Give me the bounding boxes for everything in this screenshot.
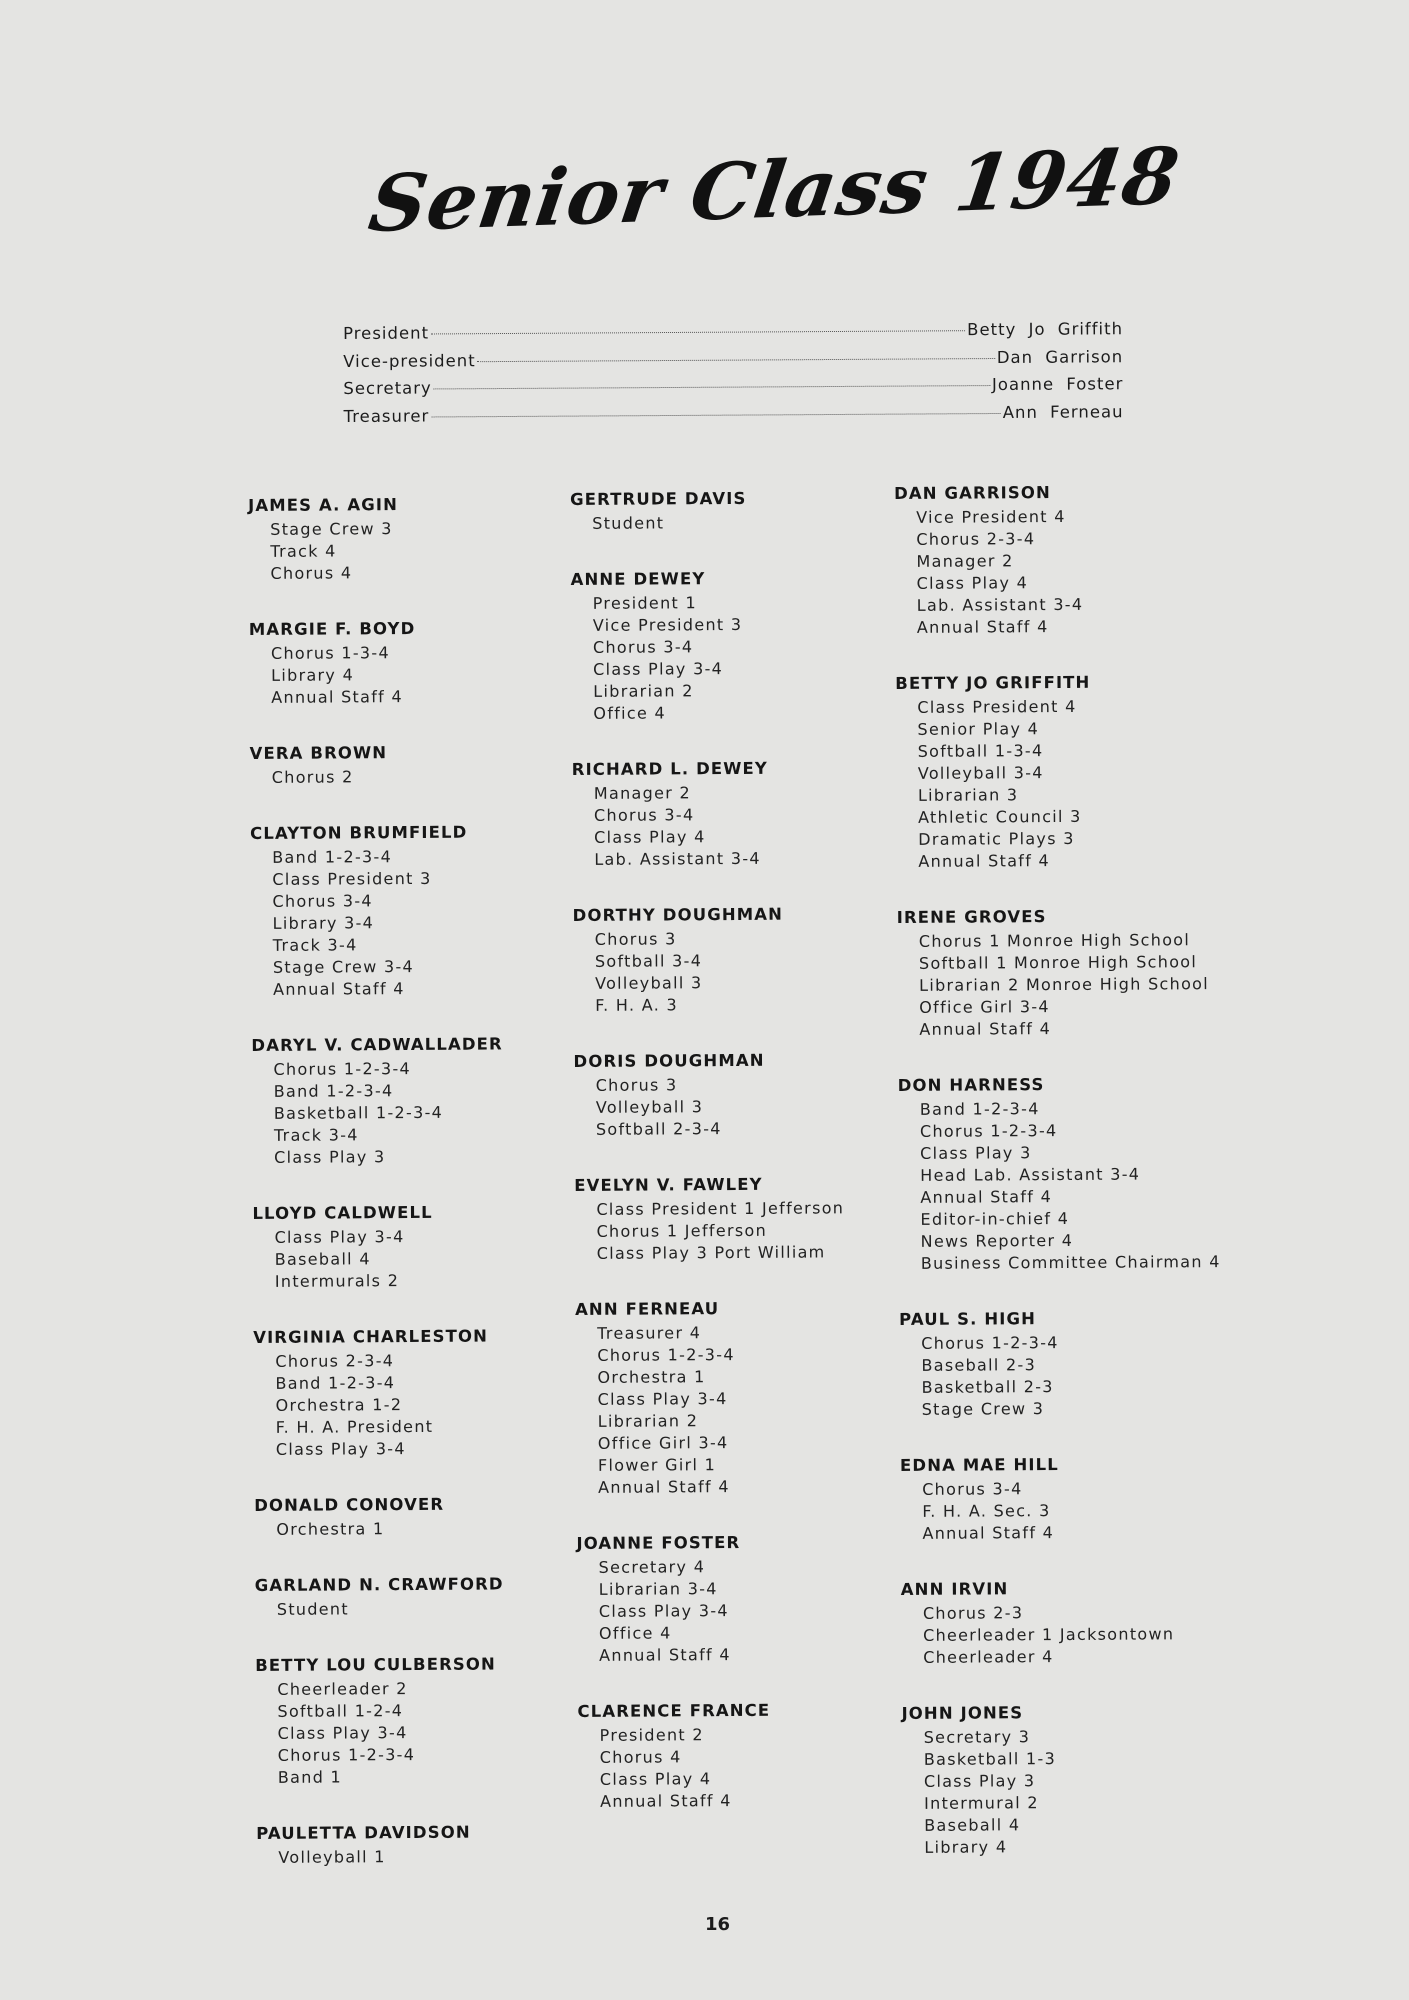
student-activity: Dramatic Plays 3 [918,828,1075,849]
student-entry [898,1070,1259,1275]
student-activity: Class Play 3-4 [274,1227,405,1247]
student-activity: Annual Staff 4 [599,1791,732,1811]
student-name: JAMES A. AGIN [248,495,399,515]
student-entry [570,484,930,535]
student-activity: Librarian 2 [597,1411,699,1431]
student-activity: Student [276,1599,349,1619]
student-activity: Class Play 3 Port William [596,1242,826,1263]
student-activity: Class President 4 [917,696,1077,717]
student-activity: Band 1-2-3-4 [919,1099,1040,1119]
student-activity: Stage Crew 3 [921,1399,1045,1419]
student-activity: Orchestra 1 [597,1367,706,1387]
student-name: MARGIE F. BOYD [248,618,416,639]
student-activity: Chorus 3-4 [922,1479,1023,1499]
student-activity: Chorus 1-2-3-4 [273,1059,412,1079]
student-name: EVELYN V. FAWLEY [574,1174,763,1195]
student-activity: Chorus 1 Monroe High School [918,930,1191,951]
student-activity: Chorus 1-2-3-4 [277,1745,416,1765]
student-column-3 [894,478,1263,1890]
student-activity: Office 4 [598,1623,672,1643]
student-activity: Band 1-2-3-4 [272,847,393,867]
student-activity: Annual Staff 4 [919,1019,1052,1039]
student-activity: Band 1 [277,1767,343,1787]
student-name: CLAYTON BRUMFIELD [250,822,468,843]
student-activity: Baseball 2-3 [921,1355,1037,1375]
student-activity: Band 1-2-3-4 [275,1373,396,1393]
student-activity: Vice President 3 [592,614,743,635]
student-entry [899,1304,1260,1421]
student-activity: Softball 1-3-4 [917,741,1044,761]
student-activity: Volleyball 3 [594,973,703,993]
student-name: JOHN JONES [901,1703,1024,1723]
student-activity: Secretary 4 [598,1557,706,1577]
student-activity: Manager 2 [593,783,692,803]
student-activity: Student [592,513,665,533]
student-activity: Librarian 3 [917,785,1019,805]
student-name: RICHARD L. DEWEY [571,758,768,779]
student-activity: Flower Girl 1 [597,1455,717,1475]
student-activity: Chorus 2 [271,767,354,787]
student-name: DONALD CONOVER [254,1494,445,1515]
student-name: DON HARNESS [897,1075,1045,1095]
leader-dots [478,358,995,362]
student-entry [570,564,931,725]
student-name: VERA BROWN [249,743,388,763]
student-activity: Chorus 1-2-3-4 [597,1345,735,1365]
student-activity: Class Play 3-4 [593,659,724,679]
student-name: DARYL V. CADWALLADER [251,1034,503,1055]
student-activity: Chorus 3-4 [592,637,694,657]
student-name: LLOYD CALDWELL [252,1202,433,1223]
student-entry [901,1574,1262,1669]
student-activity: Annual Staff 4 [271,687,403,707]
student-activity: Cheerleader 4 [923,1647,1054,1667]
student-activity: Volleyball 1 [278,1847,386,1867]
officer-name: Dan Garrison [996,346,1124,367]
student-activity: Annual Staff 4 [920,1187,1053,1207]
student-activity: Stage Crew 3-4 [272,956,415,977]
officer-role: President [343,323,430,343]
student-entry [901,1698,1262,1859]
student-activity: Chorus 4 [270,563,353,583]
student-activity: Annual Staff 4 [599,1645,731,1665]
student-activity: Chorus 3 [595,1075,678,1095]
student-activity: Editor-in-chief 4 [920,1208,1070,1229]
student-entry [900,1450,1261,1545]
student-activity: Basketball 1-2-3-4 [273,1102,444,1123]
student-activity: F. H. A. Sec. 3 [922,1501,1051,1521]
student-activity: Senior Play 4 [917,719,1040,739]
student-activity: Librarian 2 [593,681,694,701]
student-activity: Class Play 4 [916,573,1029,593]
student-entry [894,478,1255,639]
student-activity: F. H. A. President [275,1416,434,1437]
student-activity: Softball 1-2-4 [277,1701,404,1721]
student-activity: Track 3-4 [273,1125,359,1145]
student-activity: Librarian 2 Monroe High School [919,974,1210,995]
student-activity: Library 4 [924,1837,1008,1857]
student-activity: Chorus 3-4 [272,891,373,911]
student-activity: Class President 3 [272,868,432,889]
student-entry [573,1046,934,1141]
student-entry [255,1650,616,1789]
officer-role: Secretary [343,378,432,398]
student-entry [895,668,1256,873]
student-activity: Vice President 4 [916,506,1066,527]
student-entry [897,902,1258,1041]
student-entry [250,738,610,789]
student-activity: F. H. A. 3 [595,995,678,1015]
student-activity: Manager 2 [916,551,1014,571]
student-activity: Annual Staff 4 [918,851,1051,871]
student-name: CLARENCE FRANCE [577,1700,771,1721]
student-activity: Track 4 [270,541,337,561]
student-name: DORIS DOUGHMAN [573,1050,765,1071]
page-title: Senior Class 1948 [363,130,1185,250]
student-entry [574,1170,935,1265]
student-activity: Band 1-2-3-4 [273,1081,394,1101]
student-entry [572,754,933,871]
student-name: BETTY LOU CULBERSON [255,1654,496,1675]
student-column-1 [248,490,617,1900]
student-activity: Orchestra 1-2 [275,1395,403,1415]
student-activity: Annual Staff 4 [922,1523,1055,1543]
student-activity: Class Play 3 [923,1771,1036,1791]
student-activity: Chorus 3 [594,929,677,949]
student-entry [256,1818,616,1869]
student-activity: Chorus 4 [599,1747,682,1767]
leader-dots [431,412,1000,416]
student-activity: Intermural 2 [924,1793,1039,1813]
student-activity: Chorus 2-3-4 [916,529,1036,549]
student-entry [251,1030,612,1169]
student-activity: Library 3-4 [272,913,375,933]
student-activity: Cheerleader 2 [277,1679,408,1699]
page-number: 16 [705,1914,731,1935]
officer-role: Vice-president [343,350,476,371]
officer-row-treasurer [344,402,1124,434]
student-name: DORTHY DOUGHMAN [572,904,784,925]
student-activity: Annual Staff 4 [272,979,405,999]
student-activity: Class Play 3-4 [277,1723,408,1743]
leader-dots [431,330,965,334]
student-activity: Lab. Assistant 3-4 [916,594,1084,615]
student-activity: Class Play 3 [920,1143,1032,1163]
officer-name: Betty Jo Griffith [967,319,1124,340]
student-activity: Athletic Council 3 [918,806,1082,827]
student-name: BETTY JO GRIFFITH [895,672,1091,693]
student-activity: Library 4 [271,665,355,685]
student-activity: Office Girl 3-4 [919,997,1050,1017]
student-activity: Softball 2-3-4 [595,1119,722,1139]
student-activity: Head Lab. Assistant 3-4 [920,1164,1141,1185]
officer-name: Ann Ferneau [1002,401,1124,422]
student-name: ANNE DEWEY [570,569,706,589]
leader-dots [434,385,990,389]
student-entry [249,614,610,709]
student-activity: Chorus 1-3-4 [270,643,390,663]
student-name: GARLAND N. CRAWFORD [254,1574,504,1595]
student-activity: Stage Crew 3 [270,519,393,539]
student-name: ANN FERNEAU [574,1299,720,1319]
student-entry [577,1696,938,1813]
student-activity: Orchestra 1 [276,1519,385,1539]
student-activity: Intermurals 2 [274,1271,400,1291]
student-name: JOANNE FOSTER [576,1532,741,1553]
student-entry [575,1294,936,1499]
student-name: PAULETTA DAVIDSON [256,1822,471,1843]
student-activity: Volleyball 3 [595,1097,704,1117]
student-name: VIRGINIA CHARLESTON [253,1326,489,1347]
student-entry [248,490,609,585]
student-activity: Secretary 3 [923,1727,1031,1747]
student-activity: Business Committee Chairman 4 [920,1252,1221,1273]
student-activity: News Reporter 4 [920,1230,1074,1251]
student-name: EDNA MAE HILL [899,1455,1059,1475]
student-activity: Class Play 3-4 [275,1439,406,1459]
student-activity: Class President 1 Jefferson [596,1198,845,1219]
student-entry [573,900,934,1017]
student-activity: Track 3-4 [272,935,358,955]
student-activity: Chorus 2-3-4 [275,1351,395,1371]
student-activity: Annual Staff 4 [916,617,1049,637]
officer-name: Joanne Foster [991,374,1124,395]
student-entry [250,818,611,1001]
student-activity: Baseball 4 [274,1249,371,1269]
student-activity: Lab. Assistant 3-4 [594,848,761,869]
student-entry [255,1570,615,1621]
student-name: DAN GARRISON [894,483,1051,503]
student-activity: Chorus 1-2-3-4 [921,1333,1059,1353]
officer-role: Treasurer [343,405,430,426]
student-activity: Chorus 2-3 [922,1603,1024,1623]
student-activity: Office 4 [593,703,667,723]
student-activity: Cheerleader 1 Jacksontown [923,1624,1175,1645]
student-activity: Chorus 1 Jefferson [596,1220,768,1241]
student-name: ANN IRVIN [900,1579,1009,1599]
student-activity: Softball 1 Monroe High School [918,952,1198,973]
student-activity: Annual Staff 4 [598,1477,730,1497]
student-activity: Softball 3-4 [594,951,703,971]
student-activity: Treasurer 4 [597,1323,702,1343]
student-activity: Librarian 3-4 [598,1579,718,1599]
student-name: GERTRUDE DAVIS [570,488,747,509]
student-activity: President 2 [599,1725,704,1745]
student-activity: Basketball 1-3 [923,1749,1057,1769]
student-activity: Chorus 3-4 [593,805,695,825]
officers-list [343,319,1124,434]
student-entry [254,1490,614,1541]
student-name: PAUL S. HIGH [899,1309,1037,1329]
student-activity: Office Girl 3-4 [597,1433,729,1453]
student-entry [252,1198,613,1293]
student-entry [576,1528,937,1667]
student-activity: Class Play 3 [274,1147,386,1167]
student-activity: President 1 [592,593,697,613]
student-column-2 [570,484,938,1844]
student-activity: Class Play 4 [599,1769,712,1789]
student-activity: Class Play 3-4 [597,1389,728,1409]
student-activity: Class Play 4 [594,827,706,847]
student-activity: Basketball 2-3 [921,1377,1054,1397]
student-activity: Class Play 3-4 [598,1601,729,1621]
student-entry [253,1322,614,1461]
student-activity: Baseball 4 [924,1815,1021,1835]
student-name: IRENE GROVES [896,907,1047,927]
student-activity: Volleyball 3-4 [917,763,1044,783]
student-activity: Chorus 1-2-3-4 [919,1121,1058,1141]
